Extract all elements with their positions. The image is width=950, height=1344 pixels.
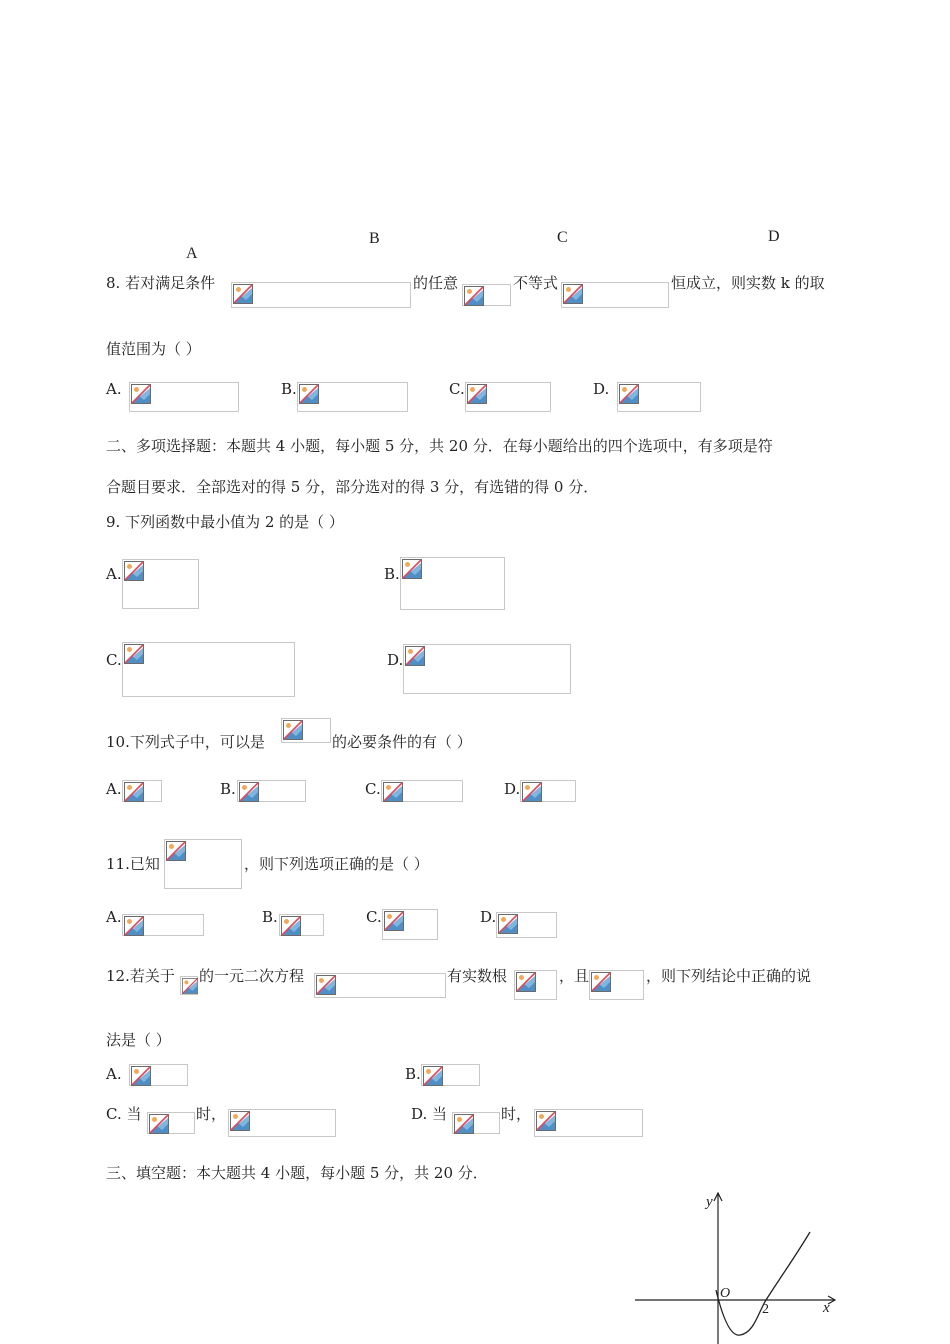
q11-option-b: B.: [262, 908, 278, 926]
q8-option-d: D.: [593, 380, 610, 398]
formula-image: [400, 557, 505, 610]
label-d: D: [768, 228, 780, 245]
q11-option-c: C.: [366, 908, 382, 926]
q9-option-a: A.: [106, 565, 122, 583]
tick-label-2: 2: [762, 1302, 769, 1317]
q8-stem-part1: 8. 若对满足条件: [106, 274, 216, 292]
q12-stem-part6: 法是（ ）: [106, 1031, 171, 1049]
q12-stem-part2: 的一元二次方程: [199, 967, 305, 985]
q12-stem-part3: 有实数根: [447, 967, 508, 985]
formula-image: [314, 973, 446, 998]
formula-image: [403, 644, 571, 694]
formula-image: [231, 282, 411, 308]
q10-option-d: D.: [504, 780, 521, 798]
label-b: B: [369, 230, 380, 247]
formula-image: [129, 382, 239, 412]
formula-image: [589, 970, 644, 1000]
q10-option-a: A.: [106, 780, 122, 798]
function-curve: [716, 1232, 810, 1335]
q12-option-a: A.: [106, 1065, 122, 1083]
formula-image: [496, 912, 557, 938]
formula-image: [381, 780, 463, 802]
q12-option-c: C. 当: [106, 1105, 142, 1123]
q8-stem-part2: 的任意: [413, 274, 459, 292]
label-c: C: [557, 229, 568, 246]
q8-stem-part5: 值范围为（ ）: [106, 340, 201, 358]
q12-option-b: B.: [405, 1065, 421, 1083]
formula-image: [514, 970, 557, 1000]
q8-stem-part4: 恒成立，则实数 k 的取: [671, 274, 825, 292]
formula-image: [279, 914, 324, 936]
formula-image: [452, 1112, 500, 1134]
formula-image: [561, 282, 669, 308]
q12-option-c-suffix: 时，: [196, 1105, 227, 1123]
formula-image: [164, 839, 242, 889]
section2-heading-line1: 二、多项选择题：本题共 4 小题，每小题 5 分，共 20 分．在每小题给出的四个选项中，有多项是符: [106, 437, 773, 455]
q12-stem-part1: 12.若关于: [106, 967, 175, 985]
q9-option-d: D.: [387, 651, 404, 669]
q8-option-b: B.: [281, 380, 297, 398]
q12-option-d-suffix: 时，: [501, 1105, 532, 1123]
q12-stem-part5: ，则下列结论中正确的说: [646, 967, 812, 985]
q8-stem-part3: 不等式: [513, 274, 559, 292]
q11-option-d: D.: [480, 908, 497, 926]
formula-image: [129, 1064, 188, 1086]
formula-image: [534, 1109, 643, 1137]
q8-option-a: A.: [106, 380, 122, 398]
section3-heading: 三、填空题：本大题共 4 小题，每小题 5 分，共 20 分．: [106, 1164, 488, 1182]
x-axis-label: x: [823, 1300, 830, 1316]
formula-image: [122, 780, 162, 802]
formula-image: [520, 780, 576, 802]
q10-option-c: C.: [365, 780, 381, 798]
formula-image: [147, 1112, 195, 1134]
q9-option-b: B.: [384, 565, 400, 583]
q11-stem-part2: ，则下列选项正确的是（ ）: [244, 855, 429, 873]
formula-image: [465, 382, 551, 412]
formula-image: [617, 382, 701, 412]
q8-option-c: C.: [449, 380, 465, 398]
formula-image: [237, 780, 306, 802]
formula-image: [122, 914, 204, 936]
section2-heading-line2: 合题目要求．全部选对的得 5 分，部分选对的得 3 分，有选错的得 0 分．: [106, 478, 599, 496]
q12-option-d: D. 当: [411, 1105, 448, 1123]
formula-image: [382, 909, 438, 940]
q10-option-b: B.: [220, 780, 236, 798]
formula-image: [297, 382, 408, 412]
q10-stem-part1: 10.下列式子中，可以是: [106, 733, 265, 751]
formula-image: [462, 284, 511, 306]
formula-image: [281, 718, 331, 743]
function-graph: [630, 1185, 845, 1344]
q9-option-c: C.: [106, 651, 122, 669]
formula-image: [421, 1064, 480, 1086]
formula-image: [180, 976, 198, 995]
formula-image: [228, 1109, 336, 1137]
q10-stem-part2: 的必要条件的有（ ）: [332, 733, 472, 751]
q12-stem-part4: ，且: [559, 967, 590, 985]
y-axis-label: y: [706, 1194, 713, 1210]
formula-image: [122, 642, 295, 697]
formula-image: [122, 559, 199, 609]
label-a: A: [186, 245, 198, 262]
q11-option-a: A.: [106, 908, 122, 926]
q9-stem: 9. 下列函数中最小值为 2 的是（ ）: [106, 513, 344, 531]
q11-stem-part1: 11.已知: [106, 855, 160, 873]
origin-label: O: [720, 1286, 731, 1301]
